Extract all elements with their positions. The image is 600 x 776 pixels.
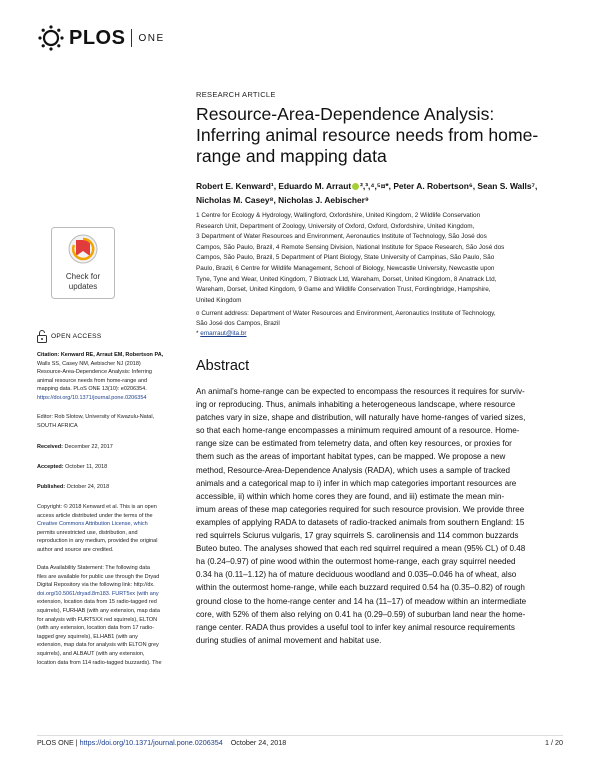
citation-line: Resource-Area-Dependence Analysis: Inferring bbox=[37, 369, 152, 376]
author-line-text: ²,³,⁴,⁵¤*, Peter A. Robertson⁶, Sean S. Walls⁷, bbox=[360, 181, 538, 191]
abstract-line: core, with 52% of them also relying on 0.41 ha (0.29–0.59) of suburban land near the home- bbox=[196, 609, 526, 619]
abstract-line: them such as the areas of important habitat types, can be mapped. We propose a new bbox=[196, 452, 506, 462]
received-line bbox=[37, 443, 165, 452]
published-line bbox=[37, 483, 165, 492]
data-line: for analysis with FURT5XX red squirrels), ELTON bbox=[37, 616, 158, 623]
footer-doi-link[interactable]: https://doi.org/10.1371/journal.pone.0206354 bbox=[79, 738, 223, 747]
abstract-line: patches vary in size, shape and distribution, will naturally have home-ranges of varied sizes, bbox=[196, 413, 526, 423]
check-line2: updates bbox=[68, 282, 98, 291]
title-line: range and mapping data bbox=[196, 146, 387, 166]
author-line-text: Robert E. Kenward¹, Eduardo M. Arraut bbox=[196, 181, 352, 191]
footer-date: October 24, 2018 bbox=[230, 738, 287, 747]
abstract-line: during studies of animal movement and habitat use. bbox=[196, 635, 382, 645]
abstract-heading: Abstract bbox=[196, 358, 250, 374]
data-line: location data from 114 radio-tagged buzzards). The bbox=[37, 659, 162, 666]
affiliation-line: Paulo, Brazil, 6 Centre for Wildlife Management, School of Biology, Newcastle University, Newcastle upon bbox=[196, 264, 495, 272]
accepted-date: October 11, 2018 bbox=[65, 464, 108, 470]
copyright-line: Copyright: © 2018 Kenward et al. This is an open bbox=[37, 504, 157, 510]
open-access-label: OPEN ACCESS bbox=[51, 333, 102, 340]
orcid-icon[interactable] bbox=[352, 183, 359, 190]
affiliation-line: Research Unit, Department of Zoology, University of Oxford, Oxford, Oxfordshire, United Kingdom, bbox=[196, 222, 475, 230]
affiliation-line: 3 Department of Water Resources and Environment, Aeronautics Institute of Technology, São José dos bbox=[196, 233, 487, 241]
received-date: December 22, 2017 bbox=[64, 444, 113, 450]
affiliation-line: Wareham, Dorset, United Kingdom, 9 Game and Wildlife Conservation Trust, Fordingbridge, Hampshire, bbox=[196, 286, 491, 294]
dryad-link[interactable]: doi.org/10.5061/dryad.8m183. FURT5xx (with any bbox=[37, 590, 159, 597]
data-availability-block bbox=[37, 564, 165, 667]
plos-logo-icon bbox=[37, 24, 65, 52]
article-title bbox=[196, 104, 566, 167]
citation-doi-link[interactable]: https://doi.org/10.1371/journal.pone.0206354 bbox=[37, 394, 147, 401]
footer-journal: PLOS ONE bbox=[37, 738, 74, 747]
email-link[interactable]: emarraut@ita.br bbox=[200, 330, 247, 337]
copyright-line: reproduction in any medium, provided the original bbox=[37, 538, 158, 545]
abstract-line: animals and a categorical map to i) infer in which map categories important resources are bbox=[196, 478, 517, 488]
check-line1: Check for bbox=[65, 272, 101, 281]
email-prefix: * bbox=[196, 330, 201, 337]
footer-divider bbox=[37, 735, 563, 736]
affiliation-line: United Kingdom bbox=[196, 296, 242, 304]
accepted-line bbox=[37, 463, 165, 472]
abstract-line: accessible, ii) within which home cores they are found, and iii) estimate the mean min- bbox=[196, 491, 505, 501]
page-number: 1 / 20 bbox=[545, 738, 563, 747]
abstract-line: range size can be estimated from telemetry data, and often key resources, or proxies for bbox=[196, 439, 512, 449]
corresponding-email bbox=[196, 330, 247, 337]
abstract-line: ha (0.24–0.97) of pine wood within the outermost home-range, each gray squirrel needed bbox=[196, 557, 516, 567]
data-line: tagged grey squirrels), ELHAB1 (with any bbox=[37, 633, 138, 640]
abstract-line: examples of applying RADA to datasets of radio-tracked animals from southern England: 15 bbox=[196, 517, 525, 527]
published-label: Published: bbox=[37, 484, 66, 490]
abstract-line: ing or reproducing. Thus, animals inhabiting a heterogeneous landscape, where resource bbox=[196, 400, 516, 410]
open-access bbox=[37, 330, 102, 343]
current-address-line: São José dos Campos, Brazil bbox=[196, 320, 280, 327]
author-list bbox=[196, 180, 576, 207]
citation-line: animal resource needs from home-range and bbox=[37, 377, 148, 384]
abstract-line: An animal’s home-range can be expected to encompass the resources it requires for surviv- bbox=[196, 387, 525, 396]
affiliation-line: Campos, São Paulo, Brazil, 4 Remote Sensing Division, National Institute for Space Research, São José dos bbox=[196, 243, 505, 251]
journal-logo bbox=[37, 24, 165, 52]
data-line: Data Availability Statement: The following data bbox=[37, 565, 150, 571]
abstract-line: 0.34 ha (0.11–1.12) ha of mature deciduous woodland and 0.035–0.046 ha of wheat, also bbox=[196, 570, 517, 580]
author-line bbox=[196, 180, 576, 194]
article-type: RESEARCH ARTICLE bbox=[196, 90, 276, 99]
abstract-line: ground close to the home-range center and 14 ha (11–17) of meadow within an intermediate bbox=[196, 596, 527, 606]
data-line: files are available for public use through the Dryad bbox=[37, 573, 160, 580]
data-line: extension, location data from 15 radio-tagged red bbox=[37, 599, 157, 606]
editor-line: Editor: Rob Slotow, University of Kwazulu-Natal, bbox=[37, 414, 155, 420]
copyright-line: permits unrestricted use, distribution, and bbox=[37, 529, 138, 536]
title-line: Resource-Area-Dependence Analysis: bbox=[196, 104, 495, 124]
data-line: (with any extension, location data from 17 radio- bbox=[37, 625, 155, 632]
data-line: Digital Repository via the following link: http://dx. bbox=[37, 582, 155, 589]
editor-line: SOUTH AFRICA bbox=[37, 422, 78, 429]
published-date: October 24, 2018 bbox=[66, 484, 110, 490]
citation-line-text: Citation: Kenward RE, Arraut EM, Robertson PA, bbox=[37, 352, 164, 358]
affiliation-line: Campos, São Paulo, Brazil, 5 Department of Plant Biology, State University of Campinas, São Paulo, São bbox=[196, 254, 495, 262]
abstract-line: within the outermost home-range, while each buzzard required 0.54 ha (0.35–0.82) of rough bbox=[196, 583, 525, 593]
data-line: squirrels), FURHAB (with any extension, map data bbox=[37, 607, 160, 614]
abstract-body bbox=[196, 385, 576, 647]
abstract-line: so that each home-range encompasses a minimum required amount of a resource. Home- bbox=[196, 426, 520, 436]
copyright-block bbox=[37, 503, 165, 555]
check-for-updates-badge[interactable] bbox=[51, 227, 115, 299]
copyright-line: author and source are credited. bbox=[37, 546, 114, 553]
abstract-line: red squirrels Sciurus vulgaris, 17 gray squirrels S. carolinensis and 114 common buzzards bbox=[196, 531, 519, 541]
affiliations bbox=[196, 211, 576, 306]
journal-name: PLOS bbox=[69, 26, 126, 49]
page-footer bbox=[37, 738, 563, 747]
data-line: extension, map data for analysis with ELTON grey bbox=[37, 642, 159, 649]
affiliation-line: 1 Centre for Ecology & Hydrology, Wallingford, Oxfordshire, United Kingdom, 2 Wildlife Conservation bbox=[196, 212, 481, 219]
citation-line bbox=[37, 351, 165, 360]
abstract-line: imum areas of these map categories required for such resource provision. We provide three bbox=[196, 504, 525, 514]
abstract-line: Buteo buteo. The analyses showed that each red squirrel required a mean (95% CL) of 0.48 bbox=[196, 544, 526, 554]
open-lock-icon bbox=[37, 330, 47, 343]
abstract-line: range center. RADA thus provides a useful tool to infer key animal resource requirements bbox=[196, 622, 515, 632]
bookmark-icon bbox=[51, 227, 115, 299]
footer-separator: | bbox=[73, 738, 80, 747]
received-label: Received: bbox=[37, 444, 63, 450]
abstract-line: method, Resource-Area-Dependence Analysis (RADA), which uses a sample of tracked bbox=[196, 465, 511, 475]
accepted-label: Accepted: bbox=[37, 464, 64, 470]
citation-line: Walls SS, Casey NM, Aebischer NJ (2018) bbox=[37, 360, 141, 367]
journal-subname: ONE bbox=[138, 32, 165, 44]
citation-line: mapping data. PLoS ONE 13(10): e0206354. bbox=[37, 386, 147, 393]
title-line: Inferring animal resource needs from home- bbox=[196, 125, 539, 145]
logo-divider bbox=[131, 29, 132, 47]
affiliation-line: Tyne, Tyne and Wear, United Kingdom, 7 Biotrack Ltd, Wareham, Dorset, United Kingdom, 8 Anatrack Ltd, bbox=[196, 275, 497, 283]
current-address bbox=[196, 309, 576, 329]
data-line: squirrels), and ALBAUT (with any extension, bbox=[37, 650, 145, 657]
license-link[interactable]: Creative Commons Attribution License, which bbox=[37, 521, 148, 528]
copyright-line: access article distributed under the terms of the bbox=[37, 512, 153, 519]
editor-block bbox=[37, 413, 165, 430]
current-address-line: ¤ Current address: Department of Water Resources and Environment, Aeronautics Institute of Technology, bbox=[196, 310, 496, 317]
author-line: Nicholas M. Casey⁸, Nicholas J. Aebischer⁹ bbox=[196, 194, 369, 205]
citation-block bbox=[37, 351, 165, 403]
